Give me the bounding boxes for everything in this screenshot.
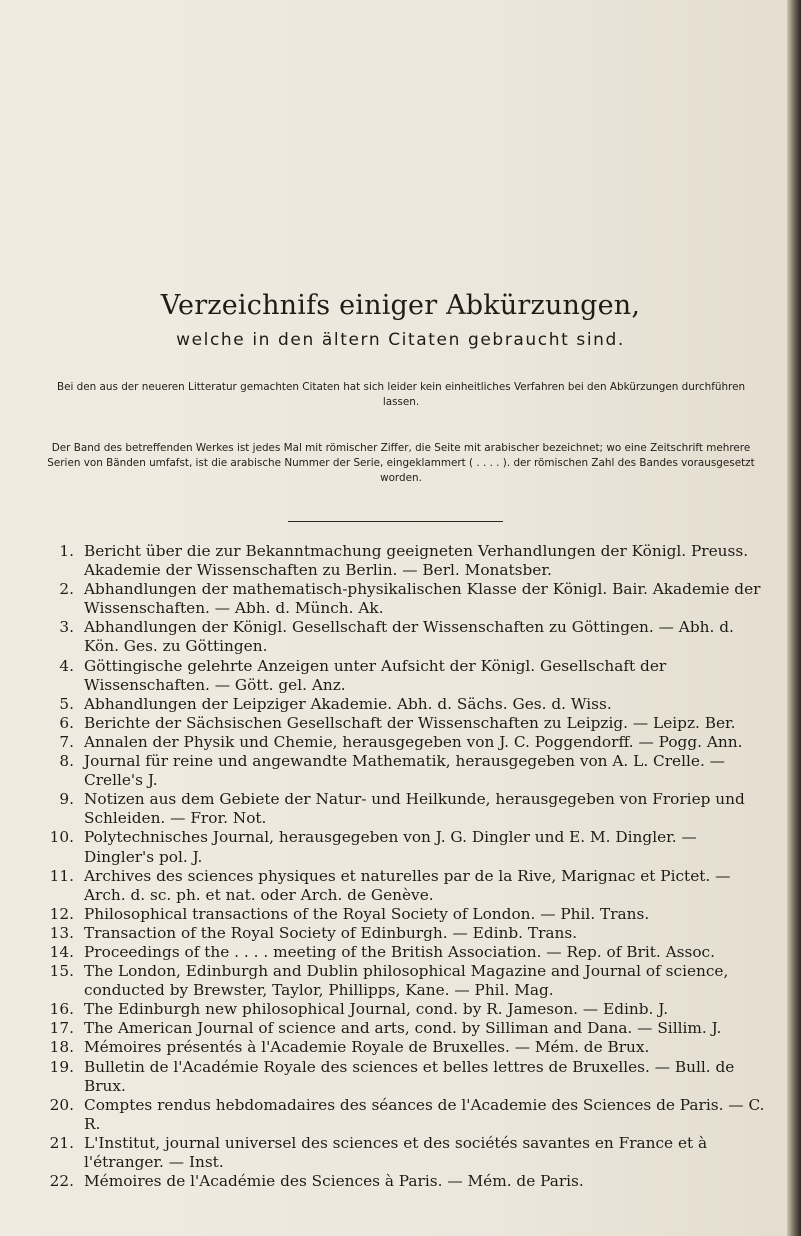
item-text: L'Institut, journal universel des sciences et des sociétés savantes en France et à l'étranger. — Inst.	[84, 1133, 708, 1171]
item-number: 4.	[59, 656, 74, 675]
item-text: Abhandlungen der Königl. Gesellschaft der Wissenschaften zu Göttingen. — Abh. d. Kön. Ges. zu Göttingen.	[84, 618, 734, 656]
book-edge-shadow	[787, 0, 801, 1236]
list-item	[44, 580, 770, 618]
item-text: Notizen aus dem Gebiete der Natur- und Heilkunde, herausgegeben von Froriep und Schleiden. — Fror. Not.	[84, 790, 745, 828]
item-text: Mémoires de l'Académie des Sciences à Paris. — Mém. de Paris.	[84, 1172, 584, 1191]
list-item	[44, 867, 770, 905]
item-text: Polytechnisches Journal, herausgegeben von J. G. Dingler und E. M. Dingler. — Dingler's pol. J.	[84, 828, 697, 866]
list-item	[44, 1096, 770, 1134]
item-number: 16.	[49, 1000, 74, 1019]
item-number: 12.	[49, 904, 74, 923]
item-text: Berichte der Sächsischen Gesellschaft der Wissenschaften zu Leipzig. — Leipz. Ber.	[84, 713, 736, 732]
divider-rule	[288, 521, 503, 522]
list-item	[44, 1058, 770, 1096]
list-item	[44, 905, 770, 924]
item-text: Philosophical transactions of the Royal Society of London. — Phil. Trans.	[84, 904, 650, 923]
list-item	[44, 924, 770, 943]
list-item	[44, 828, 770, 866]
item-text: Proceedings of the . . . . meeting of the British Association. — Rep. of Brit. Assoc.	[84, 942, 715, 961]
item-number: 10.	[49, 828, 74, 847]
introductory-note: Bei den aus der neueren Litteratur gemachten Citaten hat sich leider kein einheitliches Verfahren bei den Abkürzungen durchführen lassen.	[56, 381, 746, 408]
item-number: 18.	[49, 1038, 74, 1057]
list-item	[44, 1038, 770, 1057]
item-number: 15.	[49, 962, 74, 981]
item-number: 21.	[49, 1133, 74, 1152]
list-item	[44, 752, 770, 790]
item-number: 11.	[49, 866, 74, 885]
item-number: 7.	[59, 732, 74, 751]
item-text: Mémoires présentés à l'Academie Royale de Bruxelles. — Mém. de Brux.	[84, 1038, 650, 1057]
list-item	[44, 1172, 770, 1191]
item-number: 22.	[49, 1172, 74, 1191]
item-number: 9.	[59, 790, 74, 809]
item-number: 1.	[59, 542, 74, 560]
item-text: The American Journal of science and arts, cond. by Silliman and Dana. — Sillim. J.	[84, 1019, 722, 1038]
item-text: Annalen der Physik und Chemie, herausgegeben von J. C. Poggendorff. — Pogg. Ann.	[84, 732, 743, 751]
item-number: 5.	[59, 694, 74, 713]
page-title: Verzeichnifs einiger Abkürzungen,	[160, 290, 641, 321]
list-item	[44, 695, 770, 714]
citation-format-note: Der Band des betreffenden Werkes ist jedes Mal mit römischer Ziffer, die Seite mit arabischer bezeichnet; wo eine Zeitschrift mehrere Serien von Bänden umfafst, ist die arabische Nummer der Serie, eingeklammert ( . . . . ). der römischen Zahl des Bandes vorausgesetzt worden.	[47, 442, 755, 484]
list-item	[44, 1000, 770, 1019]
list-item	[44, 962, 770, 1000]
item-number: 20.	[49, 1095, 74, 1114]
item-number: 13.	[49, 923, 74, 942]
item-text: Abhandlungen der Leipziger Akademie. Abh. d. Sächs. Ges. d. Wiss.	[84, 694, 612, 713]
page-subtitle: welche in den ältern Citaten gebraucht sind.	[176, 330, 625, 350]
item-text: Archives des sciences physiques et naturelles par de la Rive, Marignac et Pictet. — Arch. d. sc. ph. et nat. oder Arch. de Genève.	[84, 866, 731, 904]
item-number: 2.	[59, 580, 74, 599]
item-text: Transaction of the Royal Society of Edinburgh. — Edinb. Trans.	[84, 923, 578, 942]
item-text: The Edinburgh new philosophical Journal, cond. by R. Jameson. — Edinb. J.	[84, 1000, 669, 1019]
item-number: 19.	[49, 1057, 74, 1076]
item-text: Comptes rendus hebdomadaires des séances de l'Academie des Sciences de Paris. — C. R.	[84, 1095, 765, 1133]
item-text: Bericht über die zur Bekanntmachung geeigneten Verhandlungen der Königl. Preuss. Akademie der Wissenschaften zu Berlin. — Berl. Monatsber.	[84, 542, 749, 580]
item-text: Journal für reine und angewandte Mathematik, herausgegeben von A. L. Crelle. — Crelle's J.	[84, 752, 725, 790]
list-item	[44, 542, 770, 580]
list-item	[44, 618, 770, 656]
item-text: Abhandlungen der mathematisch-physikalischen Klasse der Königl. Bair. Akademie der Wissenschaften. — Abh. d. Münch. Ak.	[84, 580, 761, 618]
item-number: 17.	[49, 1019, 74, 1038]
item-text: Göttingische gelehrte Anzeigen unter Aufsicht der Königl. Gesellschaft der Wissenschaften. — Gött. gel. Anz.	[84, 656, 667, 694]
item-number: 8.	[59, 752, 74, 771]
list-item	[44, 733, 770, 752]
list-item	[44, 790, 770, 828]
list-item	[44, 657, 770, 695]
item-text: Bulletin de l'Académie Royale des sciences et belles lettres de Bruxelles. — Bull. de Brux.	[84, 1057, 735, 1095]
item-number: 14.	[49, 942, 74, 961]
item-number: 6.	[59, 713, 74, 732]
item-text: The London, Edinburgh and Dublin philosophical Magazine and Journal of science, conducted by Brewster, Taylor, Phillipps, Kane. — Phil. Mag.	[84, 962, 729, 1000]
list-item	[44, 1134, 770, 1172]
list-item	[44, 714, 770, 733]
abbreviation-list	[44, 542, 770, 1191]
list-item	[44, 943, 770, 962]
list-item	[44, 1019, 770, 1038]
item-number: 3.	[59, 618, 74, 637]
